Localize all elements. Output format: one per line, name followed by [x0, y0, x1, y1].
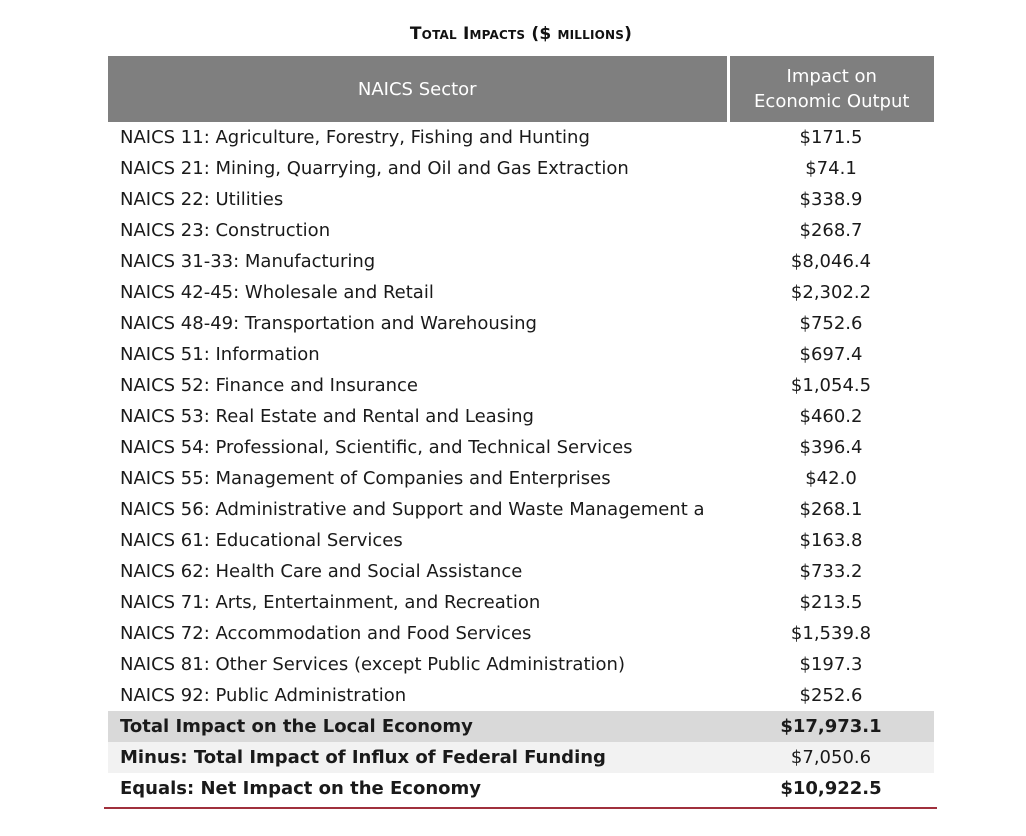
table-row: [108, 308, 934, 339]
table-row: [108, 649, 934, 680]
sector-name-cell: NAICS 56: Administrative and Support and Waste Management a: [120, 499, 705, 520]
sector-name-cell: NAICS 62: Health Care and Social Assistance: [120, 561, 523, 582]
header-impact-line-2: Economic Output: [754, 91, 910, 112]
impact-value-cell: $1,054.5: [790, 375, 872, 396]
impact-value-cell: $2,302.2: [790, 282, 872, 303]
sector-name-cell: NAICS 55: Management of Companies and Enterprises: [120, 468, 611, 489]
sector-name-cell: NAICS 71: Arts, Entertainment, and Recreation: [120, 592, 541, 613]
sector-name-cell: NAICS 11: Agriculture, Forestry, Fishing and Hunting: [120, 127, 590, 148]
sector-name-cell: NAICS 61: Educational Services: [120, 530, 403, 551]
table-row: [108, 401, 934, 432]
table-row: [108, 618, 934, 649]
impact-value-cell: $460.2: [799, 406, 863, 427]
total-impact-row: [108, 711, 934, 742]
sector-name-cell: NAICS 48-49: Transportation and Warehousing: [120, 313, 537, 334]
impact-value-cell: $197.3: [799, 654, 863, 675]
table-row: [108, 184, 934, 215]
impact-value-cell: $268.1: [799, 499, 863, 520]
net-impact-row: [108, 773, 934, 804]
impact-value-cell: $396.4: [799, 437, 863, 458]
table-row: [108, 153, 934, 184]
table-row: [108, 525, 934, 556]
summary-value-cell: $17,973.1: [728, 711, 934, 742]
impact-value-cell: $752.6: [799, 313, 863, 334]
sector-name-cell: NAICS 31-33: Manufacturing: [120, 251, 376, 272]
table-row: [108, 122, 934, 153]
sector-name-cell: NAICS 72: Accommodation and Food Services: [120, 623, 532, 644]
table-row: [108, 246, 934, 277]
sector-name-cell: NAICS 54: Professional, Scientific, and Technical Services: [120, 437, 633, 458]
impact-value-cell: $1,539.8: [790, 623, 872, 644]
sector-name-cell: NAICS 22: Utilities: [120, 189, 284, 210]
impact-value-cell: $171.5: [799, 127, 863, 148]
sector-name-cell: NAICS 52: Finance and Insurance: [120, 375, 418, 396]
impact-value-cell: $163.8: [799, 530, 863, 551]
impact-table-container: [108, 56, 934, 804]
header-naics-sector-label: NAICS Sector: [357, 78, 477, 100]
impact-value-cell: $213.5: [799, 592, 863, 613]
table-row: [108, 680, 934, 711]
sector-name-cell: NAICS 21: Mining, Quarrying, and Oil and Gas Extraction: [120, 158, 629, 179]
table-row: [108, 587, 934, 618]
table-title: Total Impacts ($ millions): [409, 24, 633, 44]
summary-label-cell: Equals: Net Impact on the Economy: [120, 778, 482, 799]
sector-name-cell: NAICS 42-45: Wholesale and Retail: [120, 282, 434, 303]
bottom-rule: [104, 807, 937, 809]
impact-value-cell: $733.2: [799, 561, 863, 582]
summary-value-cell: $7,050.6: [728, 742, 934, 773]
header-impact-output: [728, 56, 934, 122]
table-row: [108, 277, 934, 308]
sector-name-cell: NAICS 53: Real Estate and Rental and Leasing: [120, 406, 534, 427]
header-row: [108, 56, 934, 122]
summary-label-cell: Total Impact on the Local Economy: [108, 711, 728, 742]
impact-value-cell: $338.9: [799, 189, 863, 210]
table-row: [108, 463, 934, 494]
header-impact-line-1: Impact on: [786, 66, 877, 87]
impact-value-cell: $697.4: [799, 344, 863, 365]
table-row: [108, 215, 934, 246]
summary-value-cell: $10,922.5: [780, 778, 882, 799]
header-naics-sector: [108, 56, 728, 122]
table-row: [108, 339, 934, 370]
impact-value-cell: $268.7: [799, 220, 863, 241]
sector-name-cell: NAICS 23: Construction: [120, 220, 331, 241]
impact-table: [108, 56, 934, 804]
impact-value-cell: $8,046.4: [790, 251, 872, 272]
impact-value-cell: $42.0: [805, 468, 857, 489]
impact-value-cell: $74.1: [805, 158, 857, 179]
impact-value-cell: $252.6: [799, 685, 863, 706]
summary-label-cell: Minus: Total Impact of Influx of Federal Funding: [108, 742, 728, 773]
minus-federal-funding-row: [108, 742, 934, 773]
table-body: [108, 122, 934, 804]
sector-name-cell: NAICS 81: Other Services (except Public Administration): [120, 654, 625, 675]
sector-name-cell: NAICS 51: Information: [120, 344, 320, 365]
table-row: [108, 556, 934, 587]
sector-name-cell: NAICS 92: Public Administration: [120, 685, 407, 706]
table-row: [108, 494, 934, 525]
table-row: [108, 370, 934, 401]
table-row: [108, 432, 934, 463]
table-header: [108, 56, 934, 122]
